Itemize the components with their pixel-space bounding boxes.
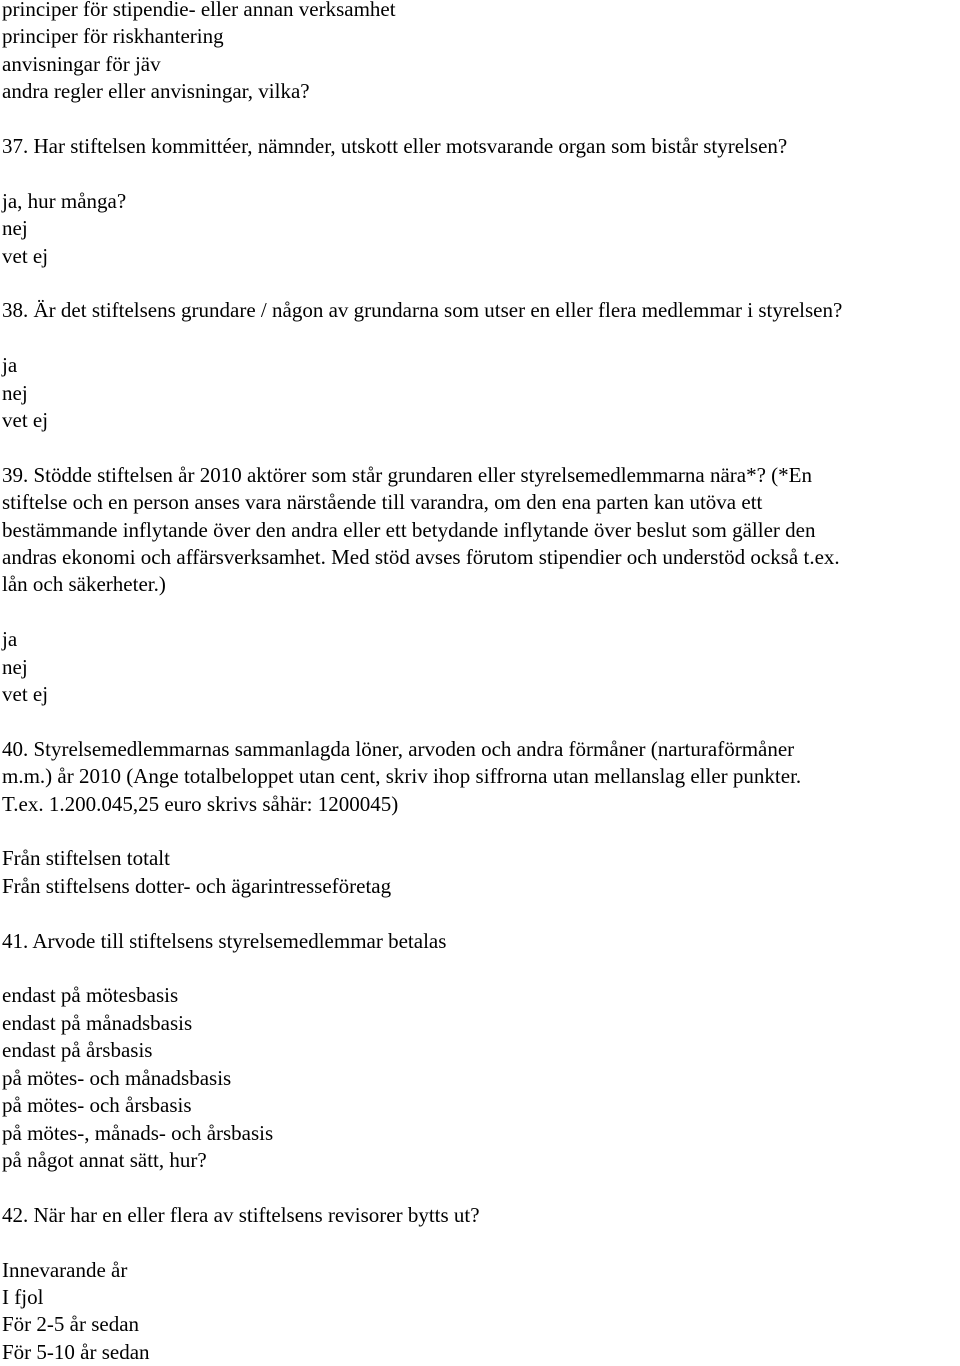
question-40-text-line: m.m.) år 2010 (Ange totalbeloppet utan cent, skriv ihop siffrorna utan mellanslag eller punkter. — [2, 764, 802, 789]
question-39-text-line: 39. Stödde stiftelsen år 2010 aktörer som står grundaren eller styrelsemedlemmarna nära*? (*En — [2, 462, 812, 487]
q42-option-i-fjol[interactable]: I fjol — [2, 1284, 44, 1309]
q38-option-nej[interactable]: nej — [2, 380, 28, 405]
option-jav[interactable]: anvisningar för jäv — [2, 51, 161, 76]
q37-option-vet-ej[interactable]: vet ej — [2, 243, 49, 268]
question-39-text-line: lån och säkerheter.) — [2, 572, 166, 597]
top-options-list — [2, 0, 954, 106]
question-37-text: 37. Har stiftelsen kommittéer, nämnder, utskott eller motsvarande organ som bistår styrelsen? — [2, 134, 788, 159]
question-39-text-line: andras ekonomi och affärsverksamhet. Med stöd avses förutom stipendier och understöd också t.ex. — [2, 545, 840, 570]
question-42-text: 42. När har en eller flera av stiftelsens revisorer bytts ut? — [2, 1202, 480, 1227]
question-39 — [2, 462, 954, 709]
q41-option-arsbasis[interactable]: endast på årsbasis — [2, 1038, 153, 1063]
question-40 — [2, 736, 954, 900]
option-stipendie-principer[interactable]: principer för stipendie- eller annan verksamhet — [2, 0, 396, 21]
question-39-text-line: bestämmande inflytande över den andra eller ett betydande inflytande över beslut som gäller den — [2, 517, 816, 542]
q41-option-annat-satt[interactable]: på något annat sätt, hur? — [2, 1147, 207, 1172]
question-38-text: 38. Är det stiftelsens grundare / någon av grundarna som utser en eller flera medlemmar i styrelsen? — [2, 298, 843, 323]
question-41 — [2, 928, 954, 1175]
q40-field-stiftelsen-totalt[interactable]: Från stiftelsen totalt — [2, 846, 170, 871]
q41-option-manadsbasis[interactable]: endast på månadsbasis — [2, 1010, 193, 1035]
question-40-text-line: T.ex. 1.200.045,25 euro skrivs såhär: 1200045) — [2, 791, 399, 816]
q39-option-vet-ej[interactable]: vet ej — [2, 682, 49, 707]
q38-option-ja[interactable]: ja — [2, 353, 18, 378]
q37-option-ja[interactable]: ja, hur många? — [2, 188, 127, 213]
q39-option-ja[interactable]: ja — [2, 627, 18, 652]
question-40-text-line: 40. Styrelsemedlemmarnas sammanlagda löner, arvoden och andra förmåner (narturaförmåner — [2, 736, 795, 761]
q41-option-motes-ars[interactable]: på mötes- och årsbasis — [2, 1093, 192, 1118]
question-42 — [2, 1202, 954, 1366]
option-andra-regler[interactable]: andra regler eller anvisningar, vilka? — [2, 79, 310, 104]
q40-field-dotterforetag[interactable]: Från stiftelsens dotter- och ägarintresseföretag — [2, 873, 392, 898]
question-38 — [2, 297, 954, 434]
question-37 — [2, 133, 954, 270]
q39-option-nej[interactable]: nej — [2, 654, 28, 679]
question-41-text: 41. Arvode till stiftelsens styrelsemedlemmar betalas — [2, 928, 447, 953]
q42-option-innevarande-ar[interactable]: Innevarande år — [2, 1257, 128, 1282]
q41-option-motes-manads[interactable]: på mötes- och månadsbasis — [2, 1065, 232, 1090]
q41-option-motesbasis[interactable]: endast på mötesbasis — [2, 983, 179, 1008]
question-39-text-line: stiftelse och en person anses vara närstående till varandra, om den ena parten kan utöva ett — [2, 490, 763, 515]
q42-option-5-10-ar[interactable]: För 5-10 år sedan — [2, 1339, 150, 1364]
q38-option-vet-ej[interactable]: vet ej — [2, 408, 49, 433]
q37-option-nej[interactable]: nej — [2, 216, 28, 241]
q41-option-motes-manads-ars[interactable]: på mötes-, månads- och årsbasis — [2, 1120, 274, 1145]
q42-option-2-5-ar[interactable]: För 2-5 år sedan — [2, 1312, 140, 1337]
option-riskhantering[interactable]: principer för riskhantering — [2, 24, 224, 49]
questionnaire-page — [2, 0, 954, 1366]
